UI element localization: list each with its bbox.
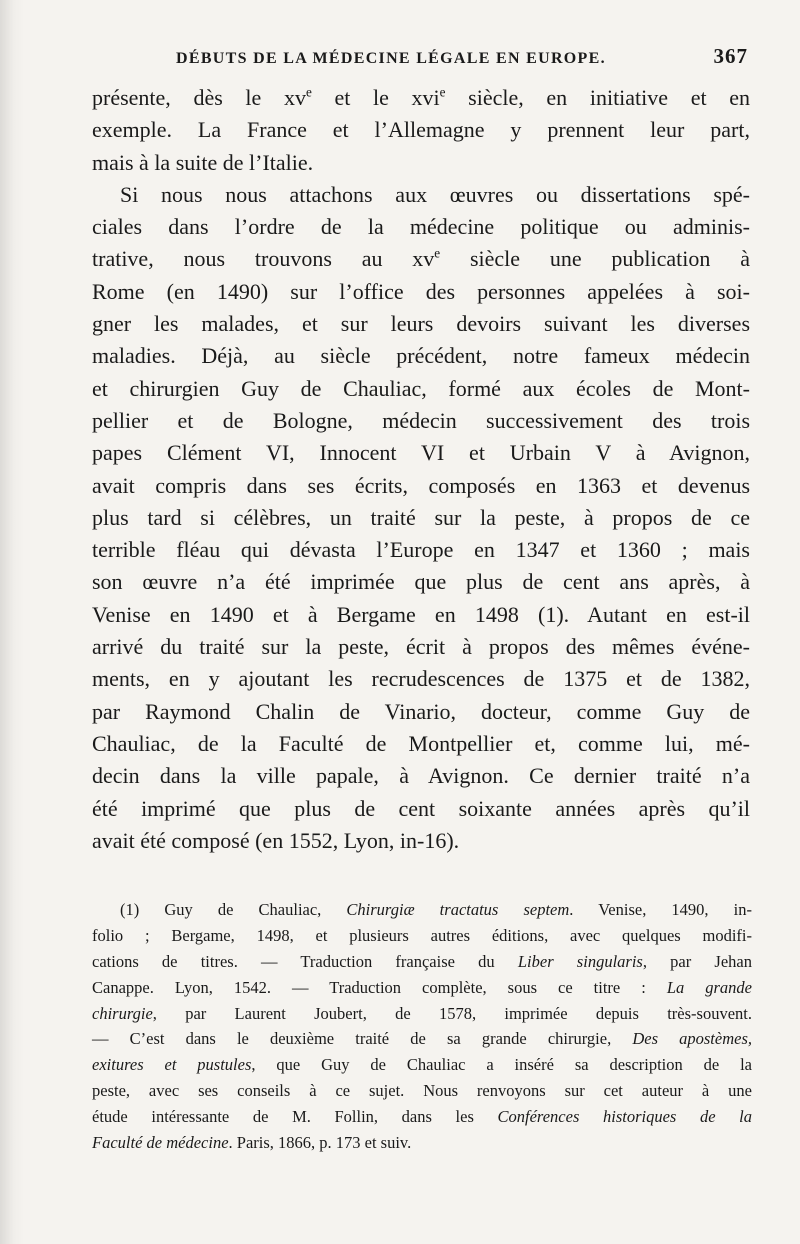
text-line-17: Venise en 1490 et à Bergame en 1498 (1). Autant en est-il (92, 601, 750, 627)
footnote-line-7: exitures et pustules, que Guy de Chauliac a inséré sa description de la (92, 1055, 752, 1075)
text-line-9: maladies. Déjà, au siècle précédent, notre fameux médecin (92, 343, 750, 369)
footnote-line-6: — C’est dans le deuxième traité de sa grande chirurgie, Des apostèmes, (92, 1029, 752, 1049)
footnote-line-10: Faculté de médecine. Paris, 1866, p. 173 et suiv. (92, 1133, 412, 1153)
footnote-line-4: Canappe. Lyon, 1542. — Traduction complète, sous ce titre : La grande (92, 977, 753, 997)
text-line-11: pellier et de Bologne, médecin successivement des trois (92, 407, 750, 433)
text-line-12: papes Clément VI, Innocent VI et Urbain V à Avignon, (92, 440, 750, 466)
text-line-6: trative, nous trouvons au $xv^e$ siècle une publication à (92, 246, 750, 272)
text-line-16: son œuvre n’a été imprimée que plus de cent ans après, à (92, 569, 750, 595)
text-line-22: decin dans la ville papale, à Avignon. Ce dernier traité n’a (92, 763, 750, 789)
text-line-14: plus tard si célèbres, un traité sur la peste, à propos de ce (92, 504, 750, 530)
text-line-10: et chirurgien Guy de Chauliac, formé aux écoles de Mont- (92, 375, 750, 401)
text-line-4: Si nous nous attachons aux œuvres ou dissertations spé- (120, 181, 750, 207)
text-line-21: Chauliac, de la Faculté de Montpellier et, comme lui, mé- (92, 730, 750, 756)
text-line-24: avait été composé (en 1552, Lyon, in-16). (92, 827, 460, 853)
footnote-line-5: chirurgie, par Laurent Joubert, de 1578, imprimée depuis très-souvent. (92, 1003, 752, 1023)
text-line-18: arrivé du traité sur la peste, écrit à propos des mêmes événe- (92, 634, 750, 660)
text-line-7: Rome (en 1490) sur l’office des personnes appelées à soi- (92, 278, 750, 304)
page-header (176, 44, 748, 74)
text-line-23: été imprimé que plus de cent soixante années après qu’il (92, 795, 750, 821)
footnote-line-8: peste, avec ses conseils à ce sujet. Nous renvoyons sur cet auteur à une (92, 1081, 752, 1101)
footnote-line-2: folio ; Bergame, 1498, et plusieurs autres éditions, avec quelques modifi- (92, 925, 752, 945)
text-line-19: ments, en y ajoutant les recrudescences de 1375 et de 1382, (92, 666, 750, 692)
footnote (92, 897, 752, 1156)
footnote-line-1: (1) Guy de Chauliac, Chirurgiæ tractatus septem. Venise, 1490, in- (120, 900, 752, 919)
main-text (92, 82, 750, 857)
text-line-8: gner les malades, et sur leurs devoirs suivant les diverses (92, 311, 750, 337)
text-line-15: terrible fléau qui dévasta l’Europe en 1347 et 1360 ; mais (92, 537, 750, 563)
text-line-3: mais à la suite de l’Italie. (92, 149, 314, 175)
page-number: 367 (713, 44, 748, 68)
text-line-13: avait compris dans ses écrits, composés en 1363 et devenus (92, 472, 750, 498)
footnote-line-3: cations de titres. — Traduction française du Liber singularis, par Jehan (92, 951, 752, 971)
text-line-5: ciales dans l’ordre de la médecine politique ou adminis- (92, 214, 750, 240)
footnote-line-9: étude intéressante de M. Follin, dans les Conférences historiques de la (92, 1107, 752, 1127)
text-line-2: exemple. La France et l’Allemagne y prennent leur part, (92, 117, 750, 143)
running-head: DÉBUTS DE LA MÉDECINE LÉGALE EN EUROPE. (176, 50, 606, 67)
text-line-1: présente, dès le $xv^e$ et le xvi$^e$ siècle, en initiative et en (92, 84, 750, 110)
text-line-20: par Raymond Chalin de Vinario, docteur, comme Guy de (92, 698, 750, 724)
